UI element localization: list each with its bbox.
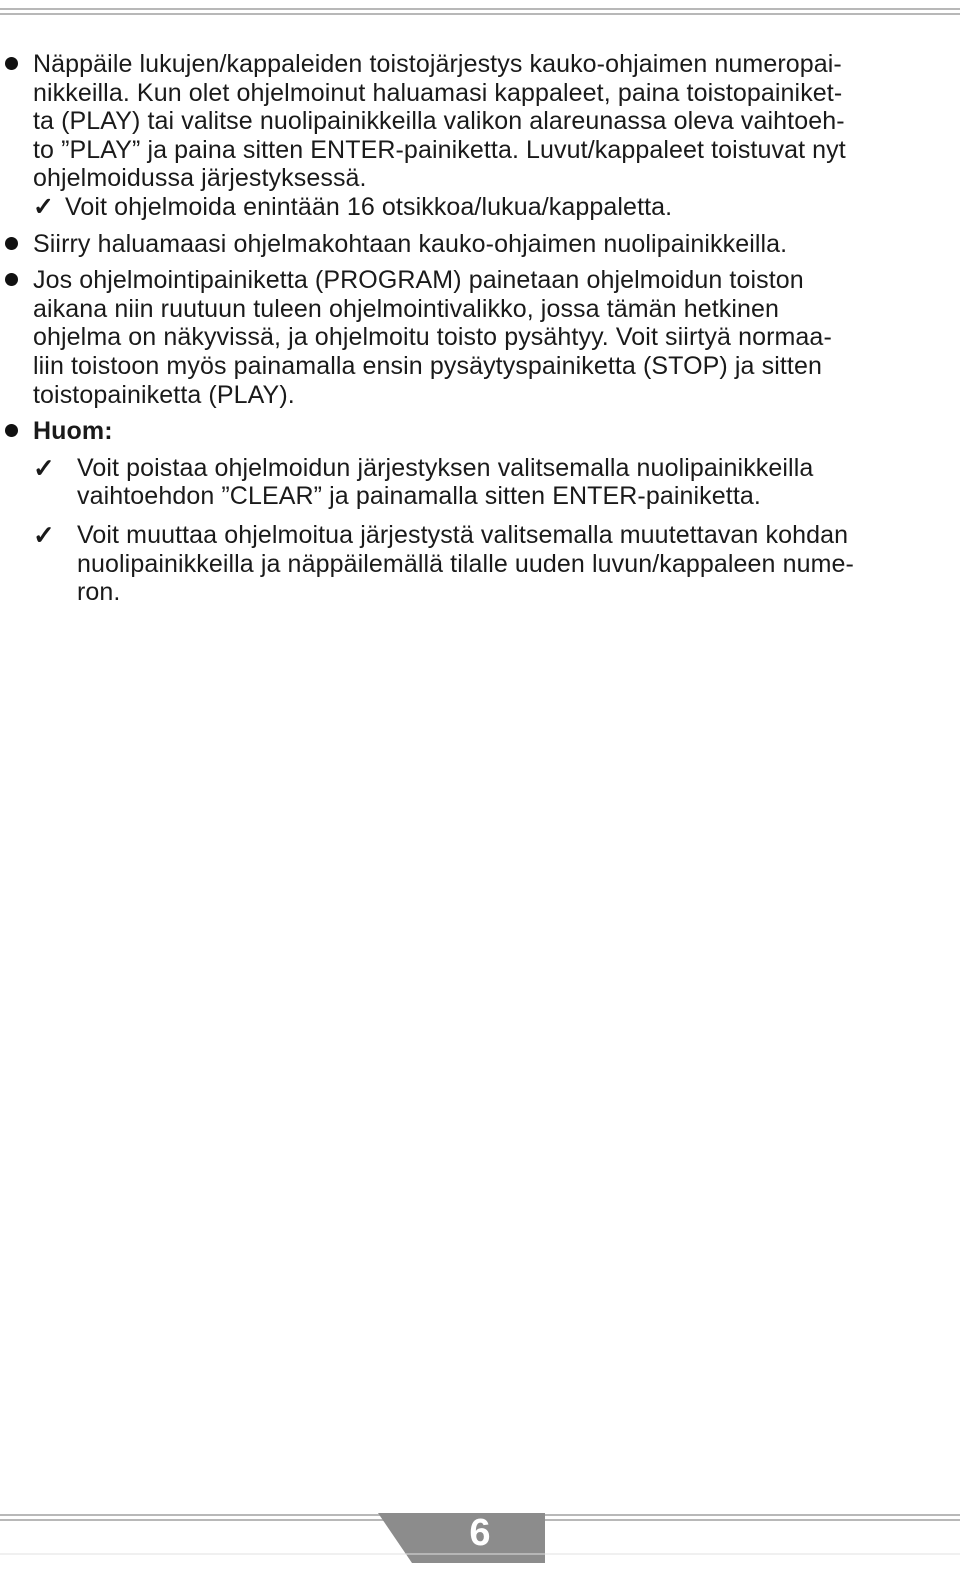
note-heading: Huom: xyxy=(33,417,113,446)
note-check-item-clear xyxy=(0,454,960,511)
bullet-icon xyxy=(5,424,18,437)
text-line: toistopainiketta (PLAY). xyxy=(33,380,295,409)
text-line: ron. xyxy=(77,578,121,607)
text-line: Voit poistaa ohjelmoidun järjestyksen valitsemalla nuolipainikkeilla xyxy=(77,453,814,482)
checkmark-icon: ✓ xyxy=(33,452,55,483)
text-line: aikana niin ruutuun tuleen ohjelmointivalikko, jossa tämän hetkinen xyxy=(33,294,780,323)
page-number: 6 xyxy=(469,1512,491,1554)
bullet-icon xyxy=(5,237,18,250)
check-text: Voit ohjelmoida enintään 16 otsikkoa/lukua/kappaletta. xyxy=(65,192,673,221)
text-line: Jos ohjelmointipainiketta (PROGRAM) painetaan ohjelmoidun toiston xyxy=(33,266,804,295)
text-line: ohjelma on näkyvissä, ja ohjelmoitu toisto pysähtyy. Voit siirtyä normaa- xyxy=(33,323,832,352)
text-line: nikkeilla. Kun olet ohjelmoinut haluamasi kappaleet, paina toistopainiket- xyxy=(33,78,843,107)
header-rule-bottom xyxy=(0,13,960,15)
header-rule-top xyxy=(0,8,960,10)
text-line: liin toistoon myös painamalla ensin pysäytyspainiketta (STOP) ja sitten xyxy=(33,351,822,380)
text-line: to ”PLAY” ja paina sitten ENTER-painiketta. Luvut/kappaleet toistuvat nyt xyxy=(33,135,846,164)
text-line: nuolipainikkeilla ja näppäilemällä tilalle uuden luvun/kappaleen nume- xyxy=(77,549,854,578)
bullet-icon xyxy=(5,57,18,70)
text-line: vaihtoehdon ”CLEAR” ja painamalla sitten ENTER-painiketta. xyxy=(77,482,761,511)
text-line: Voit muuttaa ohjelmoitua järjestystä valitsemalla muutettavan kohdan xyxy=(77,520,849,549)
text-line: ta (PLAY) tai valitse nuolipainikkeilla valikon alareunassa oleva vaihtoeh- xyxy=(33,107,845,136)
checkmark-icon: ✓ xyxy=(33,519,55,550)
paragraph xyxy=(33,266,950,409)
paragraph xyxy=(33,50,950,193)
note-heading-item xyxy=(0,417,960,446)
paragraph xyxy=(33,230,950,259)
text-line: Siirry haluamaasi ohjelmakohtaan kauko-ohjaimen nuolipainikkeilla. xyxy=(33,229,788,258)
bullet-icon xyxy=(5,273,18,286)
page-content xyxy=(0,50,960,607)
note-check-item-modify xyxy=(0,521,960,607)
bullet-item-program-button xyxy=(0,266,960,409)
text-line: Näppäile lukujen/kappaleiden toistojärjestys kauko-ohjaimen numeropai- xyxy=(33,50,842,78)
checkmark-icon: ✓ xyxy=(33,192,55,221)
bullet-item-program-entry xyxy=(0,50,960,193)
text-line: ohjelmoidussa järjestyksessä. xyxy=(33,164,367,193)
bullet-item-navigate xyxy=(0,230,960,259)
check-item-max-titles xyxy=(0,193,960,222)
